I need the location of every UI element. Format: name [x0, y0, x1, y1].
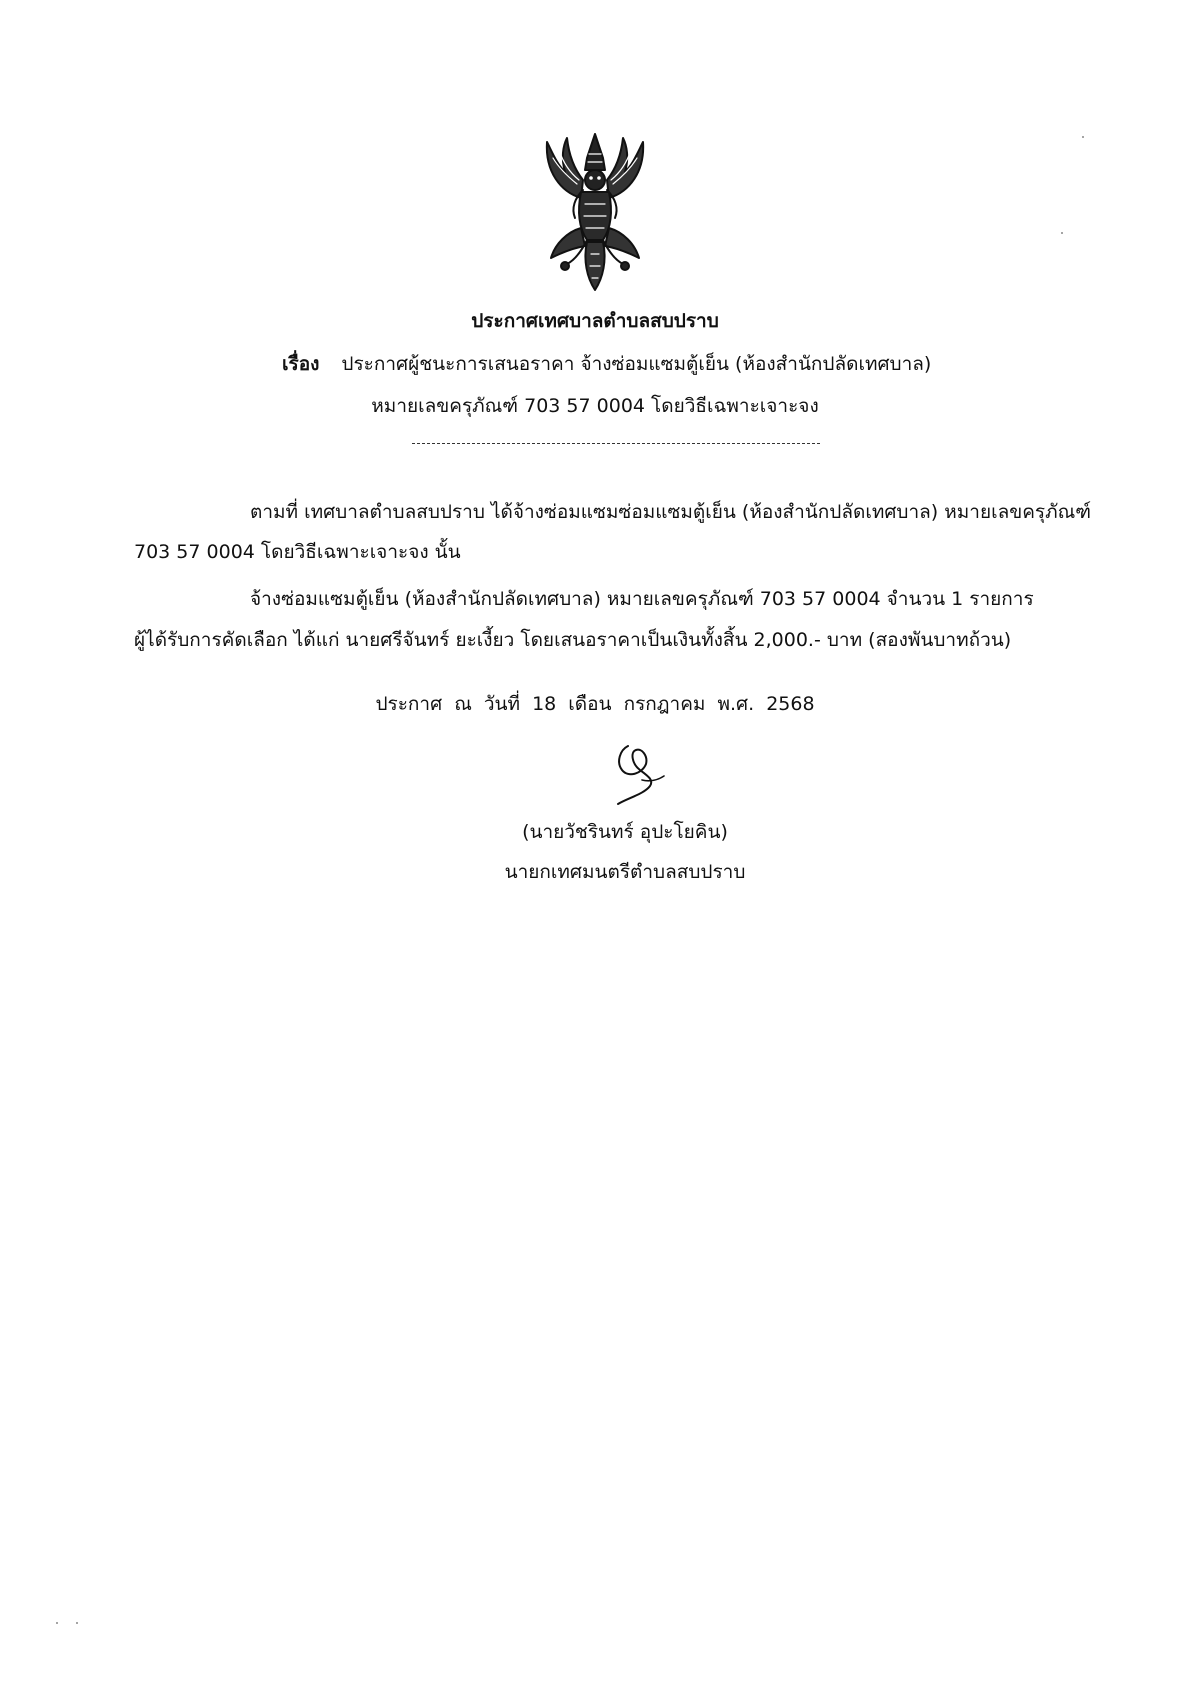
announcement-date: ประกาศ ณ วันที่ 18 เดือน กรกฎาคม พ.ศ. 2568 — [375, 693, 815, 715]
paragraph-1-line-1: ตามที่ เทศบาลตำบลสบปราบ ได้จ้างซ่อมแซมซ่อมแซมตู้เย็น (ห้องสำนักปลัดเทศบาล) หมายเลขครุภัณฑ์ — [250, 501, 1092, 523]
scan-speck — [56, 1622, 58, 1624]
signer-name: (นายวัชรินทร์ อุปะโยคิน) — [522, 821, 728, 843]
scan-speck — [1061, 232, 1063, 234]
subject-label: เรื่อง — [282, 353, 320, 375]
handwritten-signature — [606, 740, 672, 810]
scan-speck — [76, 1622, 78, 1624]
document-title: ประกาศเทศบาลตำบลสบปราบ — [471, 310, 719, 332]
paragraph-1-line-2: 703 57 0004 โดยวิธีเฉพาะเจาะจง นั้น — [134, 541, 461, 563]
header-divider — [412, 443, 820, 444]
paragraph-2-line-1: จ้างซ่อมแซมตู้เย็น (ห้องสำนักปลัดเทศบาล) หมายเลขครุภัณฑ์ 703 57 0004 จำนวน 1 รายการ — [250, 588, 1034, 610]
scan-speck — [1082, 136, 1084, 138]
subject-line — [282, 350, 982, 378]
paragraph-2-line-2: ผู้ได้รับการคัดเลือก ได้แก่ นายศรีจันทร์ ยะเงี้ยว โดยเสนอราคาเป็นเงินทั้งสิ้น 2,000.- บาท (สองพันบาทถ้วน) — [134, 629, 1012, 651]
garuda-emblem-icon — [537, 128, 653, 298]
subject-line-2: หมายเลขครุภัณฑ์ 703 57 0004 โดยวิธีเฉพาะเจาะจง — [371, 395, 819, 417]
signer-position: นายกเทศมนตรีตำบลสบปราบ — [504, 861, 746, 883]
subject-text: ประกาศผู้ชนะการเสนอราคา จ้างซ่อมแซมตู้เย็น (ห้องสำนักปลัดเทศบาล) — [341, 353, 932, 375]
